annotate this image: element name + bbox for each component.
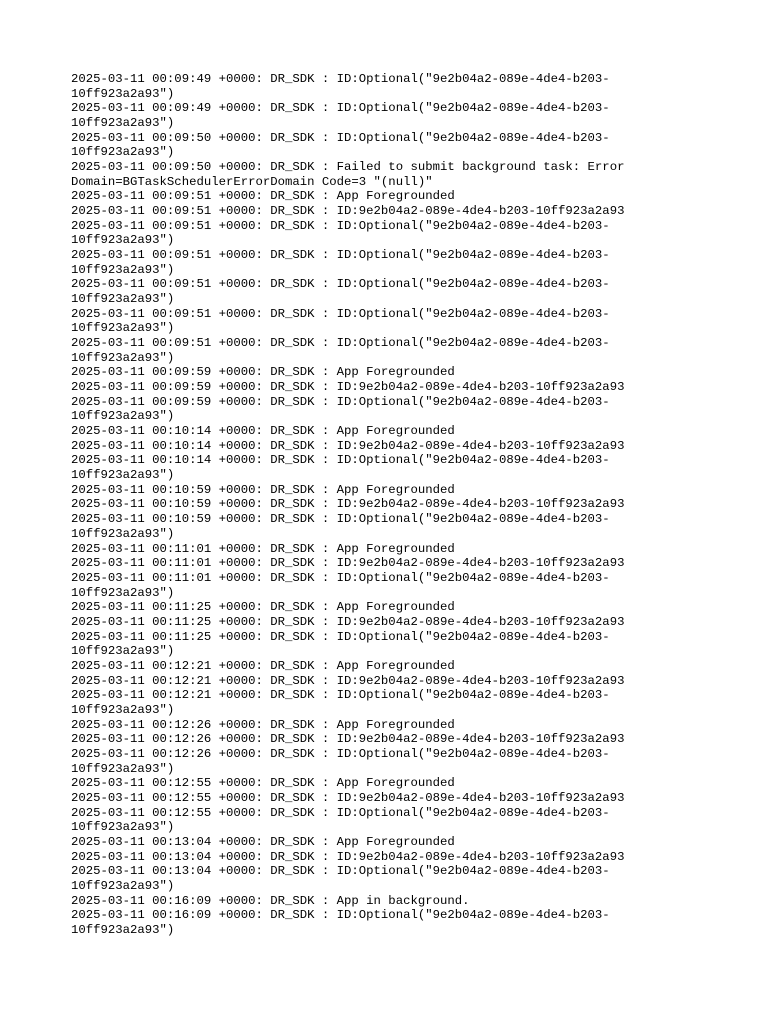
- log-line: 2025-03-11 00:10:14 +0000: DR_SDK : ID:Optional("9e2b04a2-089e-4de4-b203-: [71, 453, 610, 468]
- log-line: 10ff923a2a93"): [71, 644, 175, 659]
- log-line: 2025-03-11 00:11:01 +0000: DR_SDK : ID:9e2b04a2-089e-4de4-b203-10ff923a2a93: [71, 556, 625, 571]
- log-line: Domain=BGTaskSchedulerErrorDomain Code=3 "(null)": [71, 174, 433, 189]
- log-line: 2025-03-11 00:16:09 +0000: DR_SDK : ID:Optional("9e2b04a2-089e-4de4-b203-: [71, 908, 610, 923]
- log-line: 2025-03-11 00:09:59 +0000: DR_SDK : ID:9e2b04a2-089e-4de4-b203-10ff923a2a93: [71, 380, 625, 395]
- log-line: 10ff923a2a93"): [71, 585, 175, 600]
- log-document: [71, 72, 661, 938]
- log-line: 10ff923a2a93"): [71, 262, 175, 277]
- log-line: 10ff923a2a93"): [71, 409, 175, 424]
- log-line: 2025-03-11 00:12:21 +0000: DR_SDK : ID:9e2b04a2-089e-4de4-b203-10ff923a2a93: [71, 673, 625, 688]
- log-line: 10ff923a2a93"): [71, 350, 175, 365]
- log-line: 2025-03-11 00:10:59 +0000: DR_SDK : App Foregrounded: [71, 482, 455, 497]
- log-line: 10ff923a2a93"): [71, 468, 175, 483]
- log-line: 2025-03-11 00:10:59 +0000: DR_SDK : ID:Optional("9e2b04a2-089e-4de4-b203-: [71, 512, 610, 527]
- log-line: 2025-03-11 00:16:09 +0000: DR_SDK : App in background.: [71, 893, 470, 908]
- log-line: 10ff923a2a93"): [71, 233, 175, 248]
- log-line: 2025-03-11 00:10:14 +0000: DR_SDK : App Foregrounded: [71, 424, 455, 439]
- log-line: 2025-03-11 00:12:55 +0000: DR_SDK : ID:9e2b04a2-089e-4de4-b203-10ff923a2a93: [71, 790, 625, 805]
- log-line: 10ff923a2a93"): [71, 878, 175, 893]
- log-line: 2025-03-11 00:09:50 +0000: DR_SDK : Failed to submit background task: Error: [71, 160, 625, 175]
- log-line: 2025-03-11 00:09:51 +0000: DR_SDK : ID:Optional("9e2b04a2-089e-4de4-b203-: [71, 218, 610, 233]
- log-line: 2025-03-11 00:12:21 +0000: DR_SDK : App Foregrounded: [71, 658, 455, 673]
- log-line: 10ff923a2a93"): [71, 922, 175, 937]
- log-line: 2025-03-11 00:09:51 +0000: DR_SDK : App Foregrounded: [71, 189, 455, 204]
- log-line: 2025-03-11 00:13:04 +0000: DR_SDK : App Foregrounded: [71, 834, 455, 849]
- log-line: 10ff923a2a93"): [71, 292, 175, 307]
- log-line: 2025-03-11 00:11:01 +0000: DR_SDK : App Foregrounded: [71, 541, 455, 556]
- log-line: 2025-03-11 00:09:49 +0000: DR_SDK : ID:Optional("9e2b04a2-089e-4de4-b203-: [71, 72, 610, 86]
- log-line: 2025-03-11 00:09:51 +0000: DR_SDK : ID:Optional("9e2b04a2-089e-4de4-b203-: [71, 336, 610, 351]
- log-line: 10ff923a2a93"): [71, 321, 175, 336]
- log-line: 2025-03-11 00:09:51 +0000: DR_SDK : ID:Optional("9e2b04a2-089e-4de4-b203-: [71, 277, 610, 292]
- log-line: 2025-03-11 00:12:55 +0000: DR_SDK : App Foregrounded: [71, 776, 455, 791]
- log-line: 2025-03-11 00:11:25 +0000: DR_SDK : App Foregrounded: [71, 600, 455, 615]
- log-line: 10ff923a2a93"): [71, 145, 175, 160]
- log-line: 2025-03-11 00:11:01 +0000: DR_SDK : ID:Optional("9e2b04a2-089e-4de4-b203-: [71, 570, 610, 585]
- log-line: 2025-03-11 00:11:25 +0000: DR_SDK : ID:Optional("9e2b04a2-089e-4de4-b203-: [71, 629, 610, 644]
- log-line: 10ff923a2a93"): [71, 761, 175, 776]
- log-line: 2025-03-11 00:13:04 +0000: DR_SDK : ID:Optional("9e2b04a2-089e-4de4-b203-: [71, 864, 610, 879]
- log-body: [71, 72, 661, 938]
- log-line: 10ff923a2a93"): [71, 526, 175, 541]
- log-line: 10ff923a2a93"): [71, 86, 175, 101]
- log-line: 2025-03-11 00:12:21 +0000: DR_SDK : ID:Optional("9e2b04a2-089e-4de4-b203-: [71, 688, 610, 703]
- log-line: 2025-03-11 00:09:51 +0000: DR_SDK : ID:9e2b04a2-089e-4de4-b203-10ff923a2a93: [71, 204, 625, 219]
- log-line: 10ff923a2a93"): [71, 820, 175, 835]
- log-line: 2025-03-11 00:10:14 +0000: DR_SDK : ID:9e2b04a2-089e-4de4-b203-10ff923a2a93: [71, 438, 625, 453]
- log-line: 2025-03-11 00:11:25 +0000: DR_SDK : ID:9e2b04a2-089e-4de4-b203-10ff923a2a93: [71, 614, 625, 629]
- log-line: 2025-03-11 00:09:51 +0000: DR_SDK : ID:Optional("9e2b04a2-089e-4de4-b203-: [71, 248, 610, 263]
- log-line: 2025-03-11 00:09:50 +0000: DR_SDK : ID:Optional("9e2b04a2-089e-4de4-b203-: [71, 130, 610, 145]
- log-line: 2025-03-11 00:13:04 +0000: DR_SDK : ID:9e2b04a2-089e-4de4-b203-10ff923a2a93: [71, 849, 625, 864]
- log-line: 2025-03-11 00:12:26 +0000: DR_SDK : ID:9e2b04a2-089e-4de4-b203-10ff923a2a93: [71, 732, 625, 747]
- log-line: 2025-03-11 00:10:59 +0000: DR_SDK : ID:9e2b04a2-089e-4de4-b203-10ff923a2a93: [71, 497, 625, 512]
- log-line: 2025-03-11 00:12:26 +0000: DR_SDK : App Foregrounded: [71, 717, 455, 732]
- log-line: 2025-03-11 00:09:59 +0000: DR_SDK : ID:Optional("9e2b04a2-089e-4de4-b203-: [71, 394, 610, 409]
- log-line: 2025-03-11 00:09:49 +0000: DR_SDK : ID:Optional("9e2b04a2-089e-4de4-b203-: [71, 101, 610, 116]
- log-line: 2025-03-11 00:12:26 +0000: DR_SDK : ID:Optional("9e2b04a2-089e-4de4-b203-: [71, 746, 610, 761]
- log-line: 2025-03-11 00:09:51 +0000: DR_SDK : ID:Optional("9e2b04a2-089e-4de4-b203-: [71, 306, 610, 321]
- log-line: 10ff923a2a93"): [71, 702, 175, 717]
- log-line: 10ff923a2a93"): [71, 116, 175, 131]
- log-line: 2025-03-11 00:09:59 +0000: DR_SDK : App Foregrounded: [71, 365, 455, 380]
- log-line: 2025-03-11 00:12:55 +0000: DR_SDK : ID:Optional("9e2b04a2-089e-4de4-b203-: [71, 805, 610, 820]
